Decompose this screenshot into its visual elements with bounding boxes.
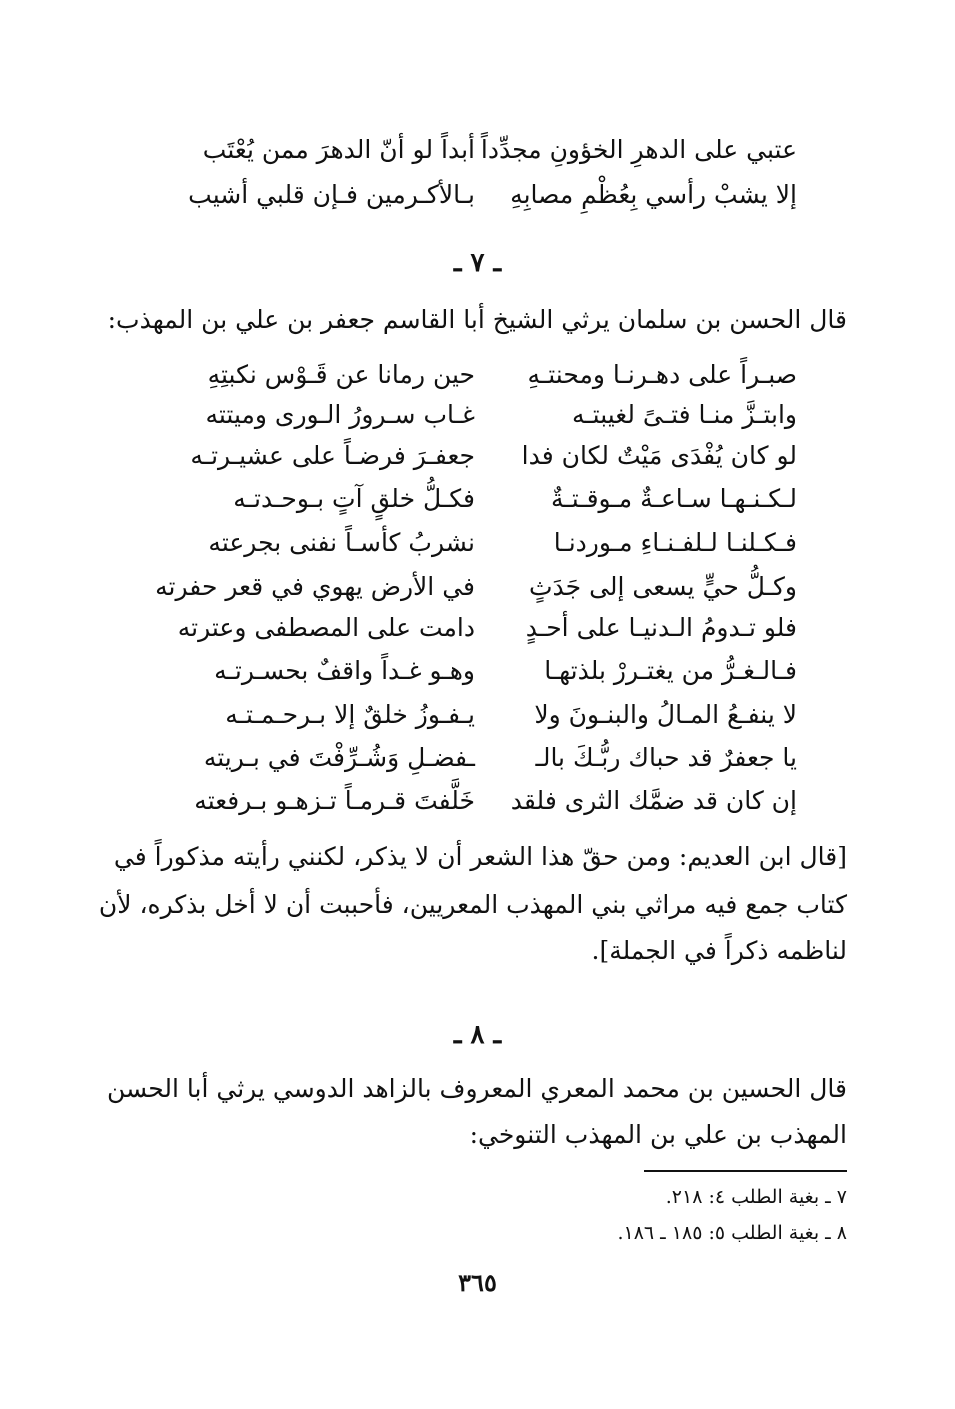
verse-second-hemistich: وهـو غـداً واقفٌ بحسـرتـه (214, 656, 475, 685)
verse-line (0, 528, 955, 568)
verse-line (0, 400, 955, 440)
verse-second-hemistich: غـاب سـرورُ الـورى وميتته (205, 400, 475, 429)
section-8-intro-line: قال الحسين بن محمد المعري المعروف بالزاهد الدوسي يرثي أبا الحسن (106, 1074, 847, 1103)
verse-second-hemistich: ـفضـلِ وَشُـرِّفْتَ في بـريته (203, 743, 475, 772)
verse-first-hemistich: عتبي على الدهرِ الخؤونِ مجدِّداً (480, 135, 797, 164)
footnote: ٧ ـ بغية الطلب ٤: ٢١٨. (665, 1186, 847, 1208)
verse-second-hemistich: دامت على المصطفى وعترته (177, 613, 475, 642)
verse-second-hemistich: فكـلُّ خلقٍ آتٍ بـوحـدتـه (233, 484, 475, 513)
verse-line (0, 484, 955, 524)
verse-first-hemistich: إلا يشبْ رأسي بِعُظْمِ مصابِهِ (510, 180, 797, 209)
section-heading-8: ـ ٨ ـ (453, 1020, 502, 1050)
verse-first-hemistich: وابتـزَّ منـا فتـىً لغيبتـه (571, 400, 797, 429)
editor-note-line: [قال ابن العديم: ومن حقّ هذا الشعر أن لا يذكر، لكنني رأيته مذكوراً في (113, 842, 847, 871)
verse-second-hemistich: نشربُ كأسـاً نفنى بجرعته (208, 528, 475, 557)
section-heading-7: ـ ٧ ـ (453, 248, 502, 278)
verse-first-hemistich: لـكـنـهـا سـاعـةٌ مـوقـتـةٌ (550, 484, 797, 513)
page-number: ٣٦٥ (458, 1268, 497, 1297)
footnote-separator (644, 1170, 847, 1172)
verse-second-hemistich: حين رمانا عن قَـوْس نكبتِهِ (207, 360, 475, 389)
verse-second-hemistich: بـالأكـرمين فـإن قلبي أشيب (188, 180, 475, 209)
verse-line (0, 360, 955, 400)
verse-first-hemistich: إن كان قد ضمَّك الثرى فلقد (510, 786, 797, 815)
verse-first-hemistich: لو كان يُفْدَى مَيْتٌ لكان فدا (521, 441, 797, 470)
section-7-intro: قال الحسن بن سلمان يرثي الشيخ أبا القاسم جعفر بن علي بن المهذب: (107, 305, 847, 334)
verse-second-hemistich: خَلَّفتَ قـرمـاً تـزهـو بـرفعته (194, 786, 475, 815)
verse-line (0, 656, 955, 696)
verse-first-hemistich: وكـلُّ حيٍّ يسعى إلى جَدَثٍ (529, 572, 797, 601)
editor-note-line: لناظمه ذكراً في الجملة]. (591, 936, 847, 965)
verse-line (0, 786, 955, 826)
section-8-intro-line: المهذب بن علي بن المهذب التنوخي: (469, 1120, 847, 1149)
verse-first-hemistich: فلو تـدومُ الـدنيـا على أحـدٍ (525, 613, 797, 642)
verse-second-hemistich: يـفـوزُ خلقٌ إلا بـرحـمـتـه (225, 700, 475, 729)
verse-line (0, 613, 955, 653)
verse-line (0, 743, 955, 783)
verse-first-hemistich: فـالـغـرُّ من يغتـررْ بلذتهـا (544, 656, 797, 685)
verse-line (0, 572, 955, 612)
footnote: ٨ ـ بغية الطلب ٥: ١٨٥ ـ ١٨٦. (617, 1222, 847, 1244)
verse-line (0, 135, 955, 175)
verse-line (0, 180, 955, 220)
verse-first-hemistich: صبـراً على دهـرنـا ومحنتـهِ (527, 360, 797, 389)
verse-first-hemistich: فـكـلنـا لـلفـنـاءِ مـوردنـا (553, 528, 797, 557)
verse-second-hemistich: في الأرض يهوي في قعر حفرته (155, 572, 475, 601)
verse-line (0, 700, 955, 740)
verse-line (0, 441, 955, 481)
verse-first-hemistich: لا ينفـعُ المـالُ والبنـونَ ولا (534, 700, 797, 729)
verse-first-hemistich: يا جعفرٌ قد حباك ربُّـكَ بالـ (535, 743, 797, 772)
verse-second-hemistich: جعفـرَ فرضـاً على عشيـرتـه (190, 441, 475, 470)
verse-second-hemistich: أبداً لو أنّ الدهرَ ممن يُعْتَب (202, 135, 475, 164)
editor-note-line: كتاب جمع فيه مراثي بني المهذب المعريين، فأحببت أن لا أخل بذكره، لأن (98, 890, 847, 919)
